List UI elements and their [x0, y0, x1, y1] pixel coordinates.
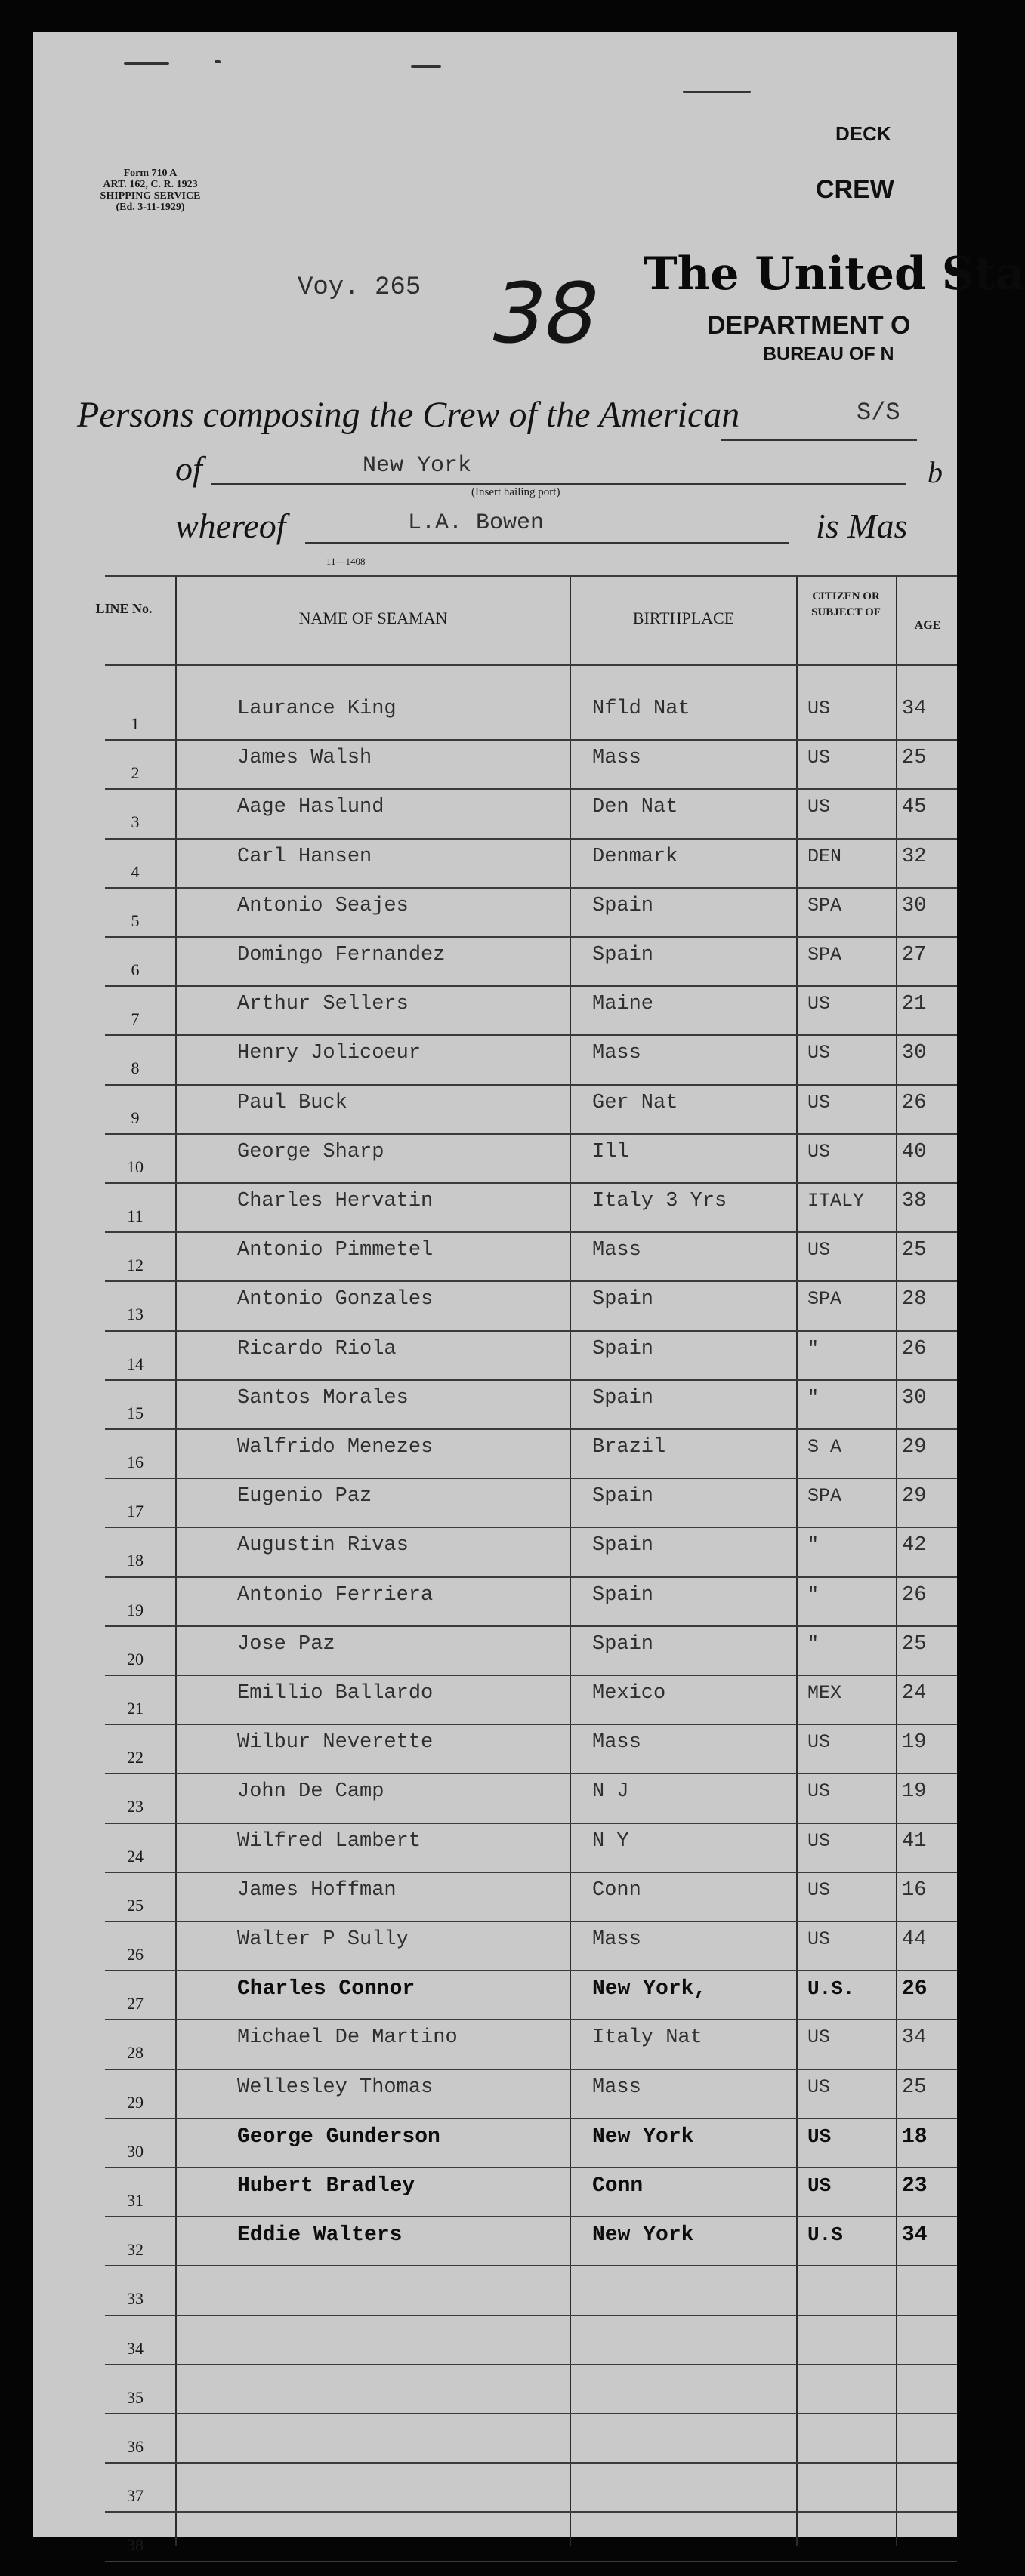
seaman-name: Eugenio Paz — [237, 1485, 372, 1508]
citizenship: SPA — [807, 1288, 842, 1311]
seaman-name: Wellesley Thomas — [237, 2075, 434, 2099]
table-row — [71, 1974, 957, 2023]
table-row — [71, 2122, 957, 2171]
citizenship: SPA — [807, 1485, 842, 1508]
seaman-name: Walfrido Menezes — [237, 1436, 434, 1459]
table-row — [71, 1335, 957, 1384]
age: 34 — [902, 2026, 927, 2050]
table-row — [71, 1187, 957, 1236]
age: 34 — [902, 2223, 928, 2248]
seaman-name: John De Camp — [237, 1780, 384, 1804]
line-number: 17 — [127, 1502, 144, 1521]
age: 40 — [902, 1140, 927, 1163]
line-number: 22 — [127, 1748, 144, 1767]
birthplace: Conn — [592, 2174, 644, 2198]
table-row — [71, 695, 957, 744]
table-row — [71, 1089, 957, 1138]
seaman-name: Aage Haslund — [237, 796, 384, 819]
age: 25 — [902, 1632, 927, 1656]
birthplace: Mass — [592, 1239, 641, 1262]
seaman-name: James Walsh — [237, 747, 372, 770]
age: 25 — [902, 747, 927, 770]
table-row — [71, 1679, 957, 1728]
citizenship: ITALY — [807, 1190, 865, 1212]
seaman-name: Arthur Sellers — [237, 993, 409, 1016]
age: 45 — [902, 796, 927, 819]
age: 21 — [902, 993, 927, 1016]
seaman-name: Carl Hansen — [237, 845, 372, 868]
table-row — [71, 1531, 957, 1580]
citizenship: MEX — [807, 1682, 842, 1704]
underline — [305, 542, 789, 544]
table-row — [71, 793, 957, 842]
birthplace: Mass — [592, 1042, 641, 1065]
age: 34 — [902, 698, 927, 720]
ink-mark — [124, 62, 169, 65]
line-number: 36 — [127, 2437, 144, 2456]
age: 16 — [902, 1878, 927, 1902]
line-number: 19 — [127, 1600, 144, 1619]
seaman-name: Charles Connor — [237, 1977, 415, 2001]
birthplace: Spain — [592, 1386, 654, 1410]
underline — [721, 439, 917, 441]
citizenship: US — [807, 993, 831, 1015]
line-number: 38 — [127, 2535, 144, 2555]
age: 26 — [902, 1091, 927, 1114]
ink-mark — [683, 91, 751, 93]
citizenship: US — [807, 747, 831, 769]
table-row — [71, 2368, 957, 2417]
table-row — [71, 1827, 957, 1876]
of-label: of — [175, 449, 202, 488]
table-row — [71, 1236, 957, 1285]
line-number: 31 — [127, 2191, 144, 2210]
trailing-b: b — [928, 455, 943, 489]
citizenship: US — [807, 1928, 831, 1950]
birthplace: Spain — [592, 1337, 654, 1360]
form-number-block — [63, 168, 237, 213]
header-birthplace: BIRTHPLACE — [632, 609, 735, 627]
table-row — [71, 2023, 957, 2072]
seaman-name: Santos Morales — [237, 1386, 409, 1410]
form-code: 11—1408 — [326, 556, 366, 567]
bureau-label: BUREAU OF N — [763, 344, 894, 365]
age: 26 — [902, 1583, 927, 1607]
citizenship: " — [807, 1632, 820, 1655]
age: 24 — [902, 1682, 927, 1705]
birthplace: Spain — [592, 1583, 654, 1607]
deck-tag: DECK — [835, 122, 891, 145]
birthplace: Conn — [592, 1878, 641, 1902]
birthplace: Spain — [592, 1288, 654, 1311]
line-number: 12 — [127, 1256, 144, 1275]
seaman-name: Eddie Walters — [237, 2223, 403, 2248]
age: 29 — [902, 1436, 927, 1459]
birthplace: N Y — [592, 1829, 629, 1853]
table-row — [71, 1384, 957, 1433]
table-row — [71, 1777, 957, 1826]
citizenship: US — [807, 1731, 831, 1754]
birthplace: Spain — [592, 894, 654, 917]
line-number: 24 — [127, 1846, 144, 1866]
birthplace: Ill — [592, 1140, 629, 1163]
birthplace: Mexico — [592, 1682, 666, 1705]
seaman-name: Ricardo Riola — [237, 1337, 397, 1360]
birthplace: Mass — [592, 1928, 641, 1951]
line-number: 21 — [127, 1699, 144, 1718]
crew-label: CREW — [816, 175, 894, 204]
birthplace: Spain — [592, 944, 654, 966]
table-row — [71, 2073, 957, 2122]
seaman-name: Antonio Seajes — [237, 894, 409, 917]
line-number: 37 — [127, 2486, 144, 2506]
age: 23 — [902, 2174, 928, 2198]
table-row — [71, 744, 957, 793]
line-number: 7 — [131, 1009, 140, 1029]
table-row — [71, 1482, 957, 1531]
birthplace: Spain — [592, 1632, 654, 1656]
table-row — [71, 2467, 957, 2516]
seaman-name: Emillio Ballardo — [237, 1682, 434, 1705]
crew-list-sheet — [33, 32, 1025, 2555]
birthplace: Spain — [592, 1534, 654, 1558]
ink-mark — [411, 65, 441, 68]
table-row — [71, 2171, 957, 2220]
table-row — [71, 2516, 957, 2565]
birthplace: New York — [592, 2125, 694, 2149]
seaman-name: Augustin Rivas — [237, 1534, 409, 1558]
table-row — [71, 2417, 957, 2467]
age: 26 — [902, 1977, 928, 2001]
age: 32 — [902, 845, 927, 868]
seaman-name: Charles Hervatin — [237, 1190, 434, 1213]
line-number: 1 — [131, 714, 140, 733]
seaman-name: Hubert Bradley — [237, 2174, 415, 2198]
persons-line: Persons composing the Crew of the American — [77, 395, 740, 435]
table-row — [71, 1630, 957, 1679]
line-number: 10 — [127, 1157, 144, 1176]
line-number: 8 — [131, 1058, 140, 1078]
table-row — [71, 1039, 957, 1088]
line-number: 9 — [131, 1108, 140, 1127]
department-label: DEPARTMENT O — [707, 311, 911, 340]
citizenship: US — [807, 1140, 831, 1163]
voyage-number: Voy. 265 — [298, 273, 421, 302]
line-number: 4 — [131, 861, 140, 881]
citizenship: " — [807, 1337, 820, 1360]
table-row — [71, 1925, 957, 1974]
header-bottom-line — [105, 664, 957, 666]
line-number: 15 — [127, 1403, 144, 1422]
age: 27 — [902, 944, 927, 966]
seaman-name: Wilfred Lambert — [237, 1829, 421, 1853]
table-row — [71, 2220, 957, 2269]
age: 29 — [902, 1485, 927, 1508]
citizenship: US — [807, 1780, 831, 1803]
citizenship: US — [807, 2125, 832, 2148]
ink-mark — [215, 60, 221, 63]
form-line: SHIPPING SERVICE — [100, 190, 201, 202]
citizenship: U.S — [807, 2223, 843, 2247]
birthplace: Nfld Nat — [592, 698, 690, 720]
citizenship: US — [807, 1042, 831, 1065]
citizenship: SPA — [807, 894, 842, 917]
line-number: 30 — [127, 2141, 144, 2161]
birthplace: Italy 3 Yrs — [592, 1190, 727, 1213]
seaman-name: Paul Buck — [237, 1091, 347, 1114]
master-suffix: is Mas — [816, 507, 908, 545]
birthplace: Ger Nat — [592, 1091, 678, 1114]
line-number: 6 — [131, 960, 140, 979]
seaman-name: Jose Paz — [237, 1632, 335, 1656]
age: 30 — [902, 1042, 927, 1065]
line-number: 23 — [127, 1797, 144, 1816]
citizenship: " — [807, 1386, 820, 1409]
birthplace: Mass — [592, 1731, 641, 1755]
vessel-type: S/S — [857, 399, 900, 427]
line-number: 18 — [127, 1551, 144, 1570]
seaman-name: Antonio Gonzales — [237, 1288, 434, 1311]
line-number: 35 — [127, 2387, 144, 2407]
line-number: 26 — [127, 1945, 144, 1964]
citizenship: S A — [807, 1436, 842, 1458]
header-line-no: LINE No. — [95, 601, 153, 616]
seaman-name: Antonio Ferriera — [237, 1583, 434, 1607]
age: 19 — [902, 1780, 927, 1804]
handwritten-number: 38 — [482, 265, 609, 362]
age: 30 — [902, 1386, 927, 1410]
table-row — [71, 1138, 957, 1187]
age: 25 — [902, 2075, 927, 2099]
citizenship: US — [807, 1829, 831, 1852]
age: 18 — [902, 2125, 928, 2149]
line-number: 13 — [127, 1305, 144, 1324]
citizenship: US — [807, 2174, 832, 2197]
header-name: NAME OF SEAMAN — [298, 609, 448, 627]
birthplace: Mass — [592, 747, 641, 770]
crew-table — [71, 545, 957, 2555]
whereof-label: whereof — [175, 507, 286, 545]
form-line: (Ed. 3-11-1929) — [116, 202, 185, 213]
citizenship: US — [807, 2075, 831, 2098]
seaman-name: Domingo Fernandez — [237, 944, 446, 966]
age: 38 — [902, 1190, 927, 1213]
citizenship: US — [807, 1091, 831, 1114]
table-row — [71, 941, 957, 990]
birthplace: Denmark — [592, 845, 678, 868]
header-citizen: CITIZEN OR SUBJECT OF — [811, 590, 881, 618]
citizenship: SPA — [807, 944, 842, 966]
line-number: 33 — [127, 2289, 144, 2309]
birthplace: Den Nat — [592, 796, 678, 819]
birthplace: Italy Nat — [592, 2026, 702, 2050]
line-number: 5 — [131, 911, 140, 930]
line-number: 34 — [127, 2338, 144, 2358]
line-number: 29 — [127, 2092, 144, 2112]
age: 41 — [902, 1829, 927, 1853]
birthplace: New York — [592, 2223, 694, 2248]
underline — [211, 483, 906, 485]
citizenship: US — [807, 1878, 831, 1901]
seaman-name: Laurance King — [237, 698, 397, 720]
line-number: 16 — [127, 1453, 144, 1471]
citizenship: US — [807, 698, 831, 719]
citizenship: DEN — [807, 845, 842, 867]
header-top-line — [105, 575, 957, 577]
age: 19 — [902, 1731, 927, 1755]
age: 28 — [902, 1288, 927, 1311]
table-row — [71, 1285, 957, 1334]
line-number: 20 — [127, 1649, 144, 1669]
header-age: AGE — [914, 619, 941, 632]
age: 25 — [902, 1239, 927, 1262]
citizenship: U.S. — [807, 1977, 855, 2001]
seaman-name: Henry Jolicoeur — [237, 1042, 421, 1065]
line-number: 32 — [127, 2240, 144, 2260]
line-number: 27 — [127, 1994, 144, 2014]
birthplace: Maine — [592, 993, 654, 1016]
seaman-name: Wilbur Neverette — [237, 1731, 434, 1755]
hailing-port-value: New York — [363, 453, 472, 479]
table-row — [71, 2319, 957, 2368]
line-number: 3 — [131, 812, 140, 832]
table-row — [71, 1876, 957, 1925]
seaman-name: Michael De Martino — [237, 2026, 458, 2050]
seaman-name: Walter P Sully — [237, 1928, 409, 1951]
age: 42 — [902, 1534, 927, 1558]
table-row — [71, 990, 957, 1039]
age: 30 — [902, 894, 927, 917]
master-name: L.A. Bowen — [408, 510, 545, 536]
citizenship: US — [807, 1239, 831, 1262]
birthplace: Mass — [592, 2075, 641, 2099]
citizenship: " — [807, 1583, 820, 1606]
form-line: Form 710 A — [123, 168, 178, 179]
table-row — [71, 1433, 957, 1482]
seaman-name: James Hoffman — [237, 1878, 397, 1902]
table-row — [71, 2269, 957, 2319]
table-row — [71, 1728, 957, 1777]
line-number: 28 — [127, 2043, 144, 2063]
line-number: 25 — [127, 1895, 144, 1915]
birthplace: Brazil — [592, 1436, 666, 1459]
age: 26 — [902, 1337, 927, 1360]
seaman-name: Antonio Pimmetel — [237, 1239, 434, 1262]
birthplace: N J — [592, 1780, 629, 1804]
hailing-port-caption: (Insert hailing port) — [471, 486, 560, 498]
age: 44 — [902, 1928, 927, 1951]
line-number: 11 — [127, 1206, 144, 1225]
citizenship: US — [807, 796, 831, 818]
line-number: 2 — [131, 763, 140, 783]
table-row — [71, 892, 957, 941]
citizenship: US — [807, 2026, 831, 2049]
form-line: ART. 162, C. R. 1923 — [103, 179, 198, 190]
line-number: 14 — [127, 1354, 144, 1373]
seaman-name: George Sharp — [237, 1140, 384, 1163]
citizenship: " — [807, 1534, 820, 1557]
table-row — [71, 843, 957, 892]
birthplace: Spain — [592, 1485, 654, 1508]
gov-title: The United Sta — [644, 248, 1025, 300]
table-row — [71, 1581, 957, 1630]
birthplace: New York, — [592, 1977, 707, 2001]
seaman-name: George Gunderson — [237, 2125, 440, 2149]
